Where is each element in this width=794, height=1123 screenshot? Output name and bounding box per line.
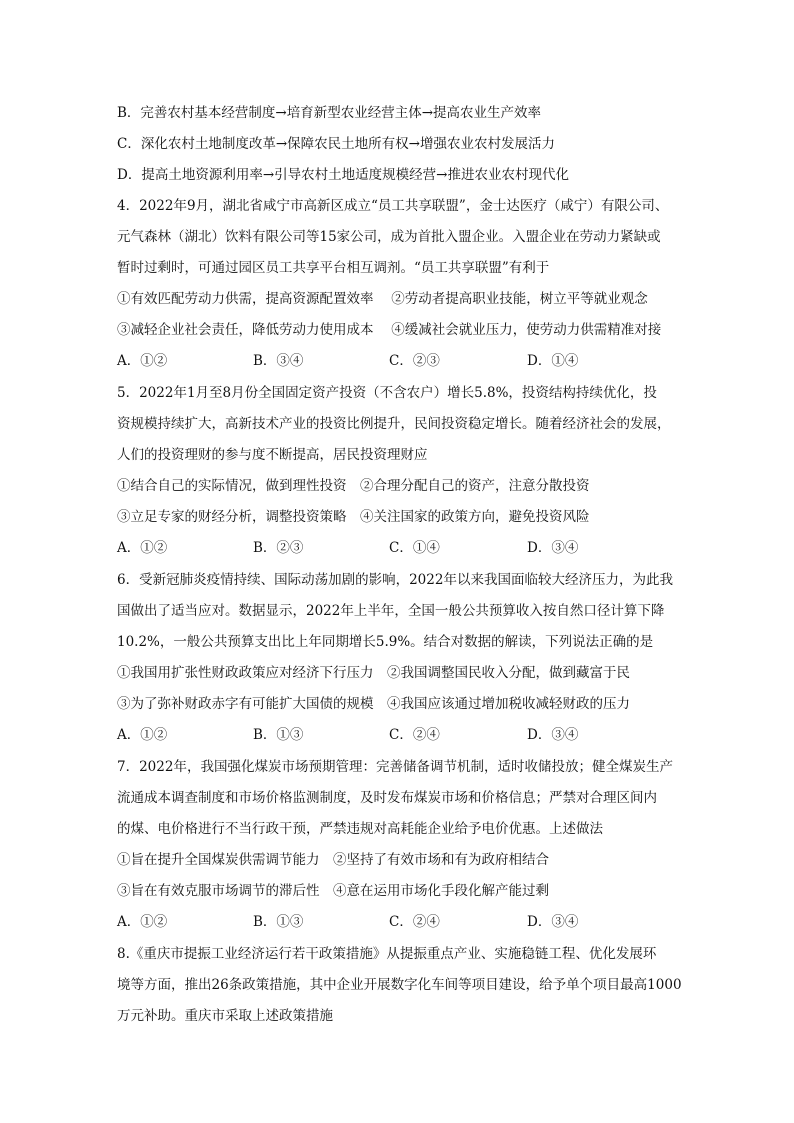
- option-line: C．深化农村土地制度改革→保障农民土地所有权→增强农业农村发展活力: [117, 136, 555, 152]
- statement-line: ①结合自己的实际情况，做到理性投资 ②合理分配自己的资产，注意分散投资: [117, 478, 590, 494]
- question-stem-line: 境等方面，推出26条政策措施，其中企业开展数字化车间等项目建设，给予单个项目最高1000: [117, 977, 682, 993]
- choice-d[interactable]: D．③④: [527, 540, 579, 556]
- question-stem-line: 的煤、电价格进行不当行政干预，严禁违规对高耗能企业给予电价优惠。上述做法: [117, 821, 603, 837]
- question-stem-line: 人们的投资理财的参与度不断提高，居民投资理财应: [117, 447, 428, 463]
- statement-line: ③为了弥补财政赤字有可能扩大国债的规模 ④我国应该通过增加税收减轻财政的压力: [117, 696, 630, 712]
- question-stem-line: 万元补助。重庆市采取上述政策措施: [117, 1008, 333, 1024]
- choice-c[interactable]: C．②④: [389, 727, 440, 743]
- choice-b[interactable]: B．①③: [253, 727, 304, 743]
- question-stem-line: 流通成本调查制度和市场价格监测制度，及时发布煤炭市场和价格信息；严禁对合理区间内: [117, 790, 657, 806]
- question-stem-line: 4．2022年9月，湖北省咸宁市高新区成立“员工共享联盟”，金士达医疗（咸宁）有限公司、: [117, 198, 669, 214]
- question-stem-line: 暂时过剩时，可通过园区员工共享平台相互调剂。“员工共享联盟”有利于: [117, 260, 550, 276]
- statement-line: ①我国用扩张性财政政策应对经济下行压力 ②我国调整国民收入分配，做到藏富于民: [117, 665, 630, 681]
- question-stem-line: 10.2%，一般公共预算支出比上年同期增长5.9%。结合对数据的解读，下列说法正确的是: [117, 634, 654, 650]
- choice-d[interactable]: D．③④: [527, 727, 579, 743]
- option-line: D．提高土地资源利用率→引导农村土地适度规模经营→推进农业农村现代化: [117, 167, 569, 183]
- choice-d[interactable]: D．①④: [527, 353, 579, 369]
- statement-line: ③旨在有效克服市场调节的滞后性 ④意在运用市场化手段化解产能过剩: [117, 883, 549, 899]
- statement-line: ③立足专家的财经分析，调整投资策略 ④关注国家的政策方向，避免投资风险: [117, 509, 590, 525]
- choice-b[interactable]: B．③④: [253, 353, 304, 369]
- choice-row: [117, 538, 677, 558]
- choice-a[interactable]: A．①②: [117, 353, 168, 369]
- choice-c[interactable]: C．①④: [389, 540, 440, 556]
- question-stem-line: 6．受新冠肺炎疫情持续、国际动荡加剧的影响，2022年以来我国面临较大经济压力，为此我: [117, 572, 673, 588]
- choice-b[interactable]: B．②③: [253, 540, 304, 556]
- choice-c[interactable]: C．②④: [389, 914, 440, 930]
- statement-line: ①有效匹配劳动力供需，提高资源配置效率 ②劳动者提高职业技能，树立平等就业观念: [117, 291, 648, 307]
- question-stem-line: 国做出了适当应对。数据显示，2022年上半年，全国一般公共预算收入按自然口径计算下降: [117, 603, 665, 619]
- choice-a[interactable]: A．①②: [117, 727, 168, 743]
- question-stem-line: 8.《重庆市提振工业经济运行若干政策措施》从提振重点产业、实施稳链工程、优化发展环: [117, 946, 657, 962]
- choice-row: [117, 351, 677, 371]
- choice-row: [117, 725, 677, 745]
- choice-d[interactable]: D．③④: [527, 914, 579, 930]
- statement-line: ③减轻企业社会责任，降低劳动力使用成本 ④缓减社会就业压力，使劳动力供需精准对接: [117, 322, 662, 338]
- choice-a[interactable]: A．①②: [117, 914, 168, 930]
- choice-c[interactable]: C．②③: [389, 353, 440, 369]
- choice-a[interactable]: A．①②: [117, 540, 168, 556]
- choice-b[interactable]: B．①③: [253, 914, 304, 930]
- statement-line: ①旨在提升全国煤炭供需调节能力 ②坚持了有效市场和有为政府相结合: [117, 852, 549, 868]
- question-stem-line: 7．2022年，我国强化煤炭市场预期管理：完善储备调节机制，适时收储投放；健全煤炭生产: [117, 759, 673, 775]
- question-stem-line: 5．2022年1月至8月份全国固定资产投资（不含农户）增长5.8%，投资结构持续优化，投: [117, 385, 657, 401]
- option-line: B．完善农村基本经营制度→培育新型农业经营主体→提高农业生产效率: [117, 105, 542, 121]
- question-stem-line: 元气森林（湖北）饮料有限公司等15家公司，成为首批入盟企业。入盟企业在劳动力紧缺或: [117, 229, 661, 245]
- question-stem-line: 资规模持续扩大，高新技术产业的投资比例提升，民间投资稳定增长。随着经济社会的发展，: [117, 416, 671, 432]
- choice-row: [117, 912, 677, 932]
